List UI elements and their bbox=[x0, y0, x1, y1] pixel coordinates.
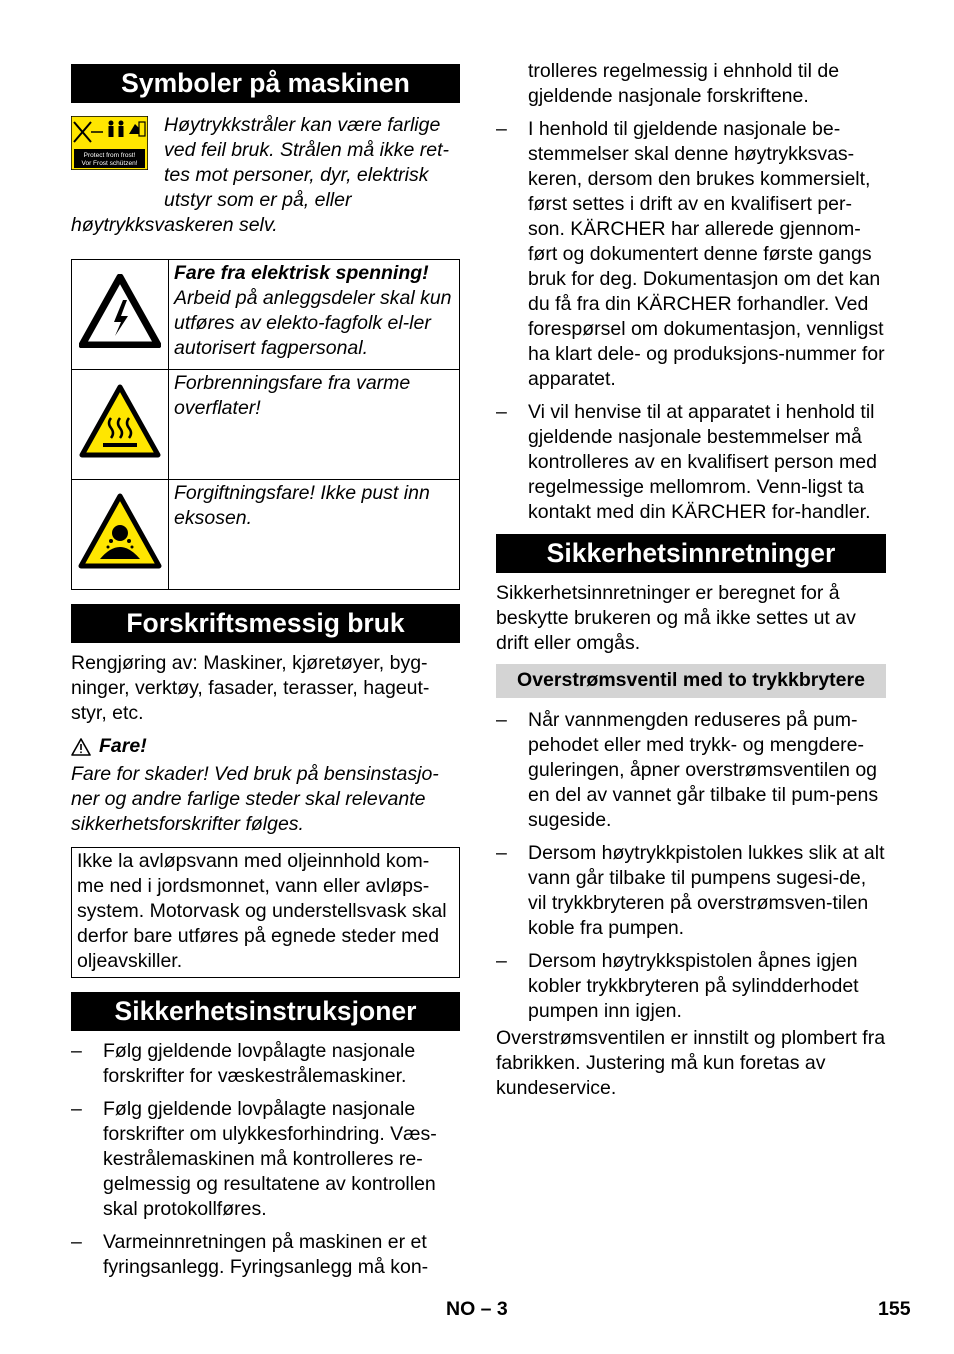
electric-hazard-icon bbox=[79, 274, 161, 348]
requirements-list bbox=[496, 117, 886, 525]
hazard-table bbox=[71, 259, 460, 590]
hot-surface-icon bbox=[79, 384, 161, 458]
section-marker: NO – 3 bbox=[446, 1298, 508, 1320]
list-item: – Varmeinnretningen på maskinen er et fyringsanlegg. Fyringsanlegg må kon- bbox=[71, 1230, 460, 1280]
list-item: – I henhold til gjeldende nasjonale be-stemmelser skal denne høytrykksvas-keren, dersom den brukes kommersielt, først settes i drift av en kvalifisert per-son. KÄRCHER har allerede gjennom-ført og dokumentert denne første gangs bruk for deg. Dokumentasjon om det kan du få fra din KÄRCHER forhandler. Ved forespørsel om dokumentasjon, vennligst ha klart dele- og produksjons-nummer for apparatet. bbox=[496, 117, 886, 392]
valve-list bbox=[496, 708, 886, 1024]
page-number: 155 bbox=[878, 1298, 911, 1320]
list-item: – Når vannmengden reduseres på pum-pehodet eller med trykk- og mengdere-guleringen, åpner overstrømsventilen og en del av vannet går tilbake til pum-pens sugeside. bbox=[496, 708, 886, 833]
left-column bbox=[71, 64, 460, 1280]
use-heading: Forskriftsmessig bruk bbox=[71, 604, 460, 643]
hazard-text: Arbeid på anleggsdeler skal kun utføres av elekto-fagfolk el-ler autorisert fagpersonal. bbox=[174, 287, 452, 359]
environment-note: Ikke la avløpsvann med oljeinnhold kom-me ned i jordsmonnet, vann eller avløps-system. Motorvask og understellsvask skal derfor bare utføres på egnede steder med oljeavskiller. bbox=[71, 847, 460, 978]
danger-label-row bbox=[71, 734, 460, 759]
symbols-heading: Symboler på maskinen bbox=[71, 64, 460, 103]
hazard-row bbox=[72, 260, 460, 370]
valve-heading: Overstrømsventil med to trykkbrytere bbox=[496, 664, 886, 698]
danger-text: Fare for skader! Ved bruk på bensinstasjo-ner og andre farlige steder skal relevante sikkerhetsforskrifter følges. bbox=[71, 763, 439, 835]
hazard-row bbox=[72, 370, 460, 480]
use-text: Rengjøring av: Maskiner, kjøretøyer, byg-ninger, verktøy, fasader, terasser, hageut-styr, etc. bbox=[71, 652, 430, 724]
hazard-text: Forgiftningsfare! Ikke pust inn eksosen. bbox=[174, 482, 430, 529]
hazard-title: Fare fra elektrisk spenning! bbox=[174, 262, 429, 284]
safety-text: Sikkerhetsinnretninger er beregnet for å beskytte brukeren og må ikke settes ut av drift eller omgås. bbox=[496, 582, 856, 654]
symbols-text: Høytrykkstråler kan være farlige ved feil bruk. Strålen må ikke ret-tes mot personer, dyr, elektrisk utstyr som er på, eller høytrykksvaskeren selv. bbox=[71, 114, 450, 236]
list-item: – Dersom høytrykkpistolen lukkes slik at alt vann går tilbake til pumpens sugesi-de, vil trykkbryteren på overstrømsven-tilen koble fra pumpen. bbox=[496, 841, 886, 941]
safety-heading: Sikkerhetsinnretninger bbox=[496, 534, 886, 573]
list-item: – Dersom høytrykkspistolen åpnes igjen kobler trykkbryteren på sylindderhodet pumpen inn igjen. bbox=[496, 949, 886, 1024]
list-item: – Følg gjeldende lovpålagte nasjonale forskrifter om ulykkesforhindring. Væs-kestrålemaskinen må kontrolleres re-gelmessig og resultatene av kontrollen skal protokollføres. bbox=[71, 1097, 460, 1222]
warning-sticker-icon bbox=[71, 116, 148, 177]
hazard-text: Forbrenningsfare fra varme overflater! bbox=[174, 372, 411, 419]
toxic-fumes-icon bbox=[78, 493, 162, 569]
instructions-list bbox=[71, 1039, 460, 1280]
closing-text: Overstrømsventilen er innstilt og plombert fra fabrikken. Justering må kun foretas av kundeservice. bbox=[496, 1027, 886, 1099]
sticker-label-2: Vor Frost schützen! bbox=[81, 160, 138, 167]
instructions-heading: Sikkerhetsinstruksjoner bbox=[71, 992, 460, 1031]
right-column bbox=[496, 59, 886, 1101]
list-item: – Følg gjeldende lovpålagte nasjonale forskrifter for væskestrålemaskiner. bbox=[71, 1039, 460, 1089]
continued-text: trolleres regelmessig i ehnhold til de gjeldende nasjonale forskriftene. bbox=[528, 60, 840, 107]
sticker-label-1: Protect from frost! bbox=[83, 152, 136, 159]
warning-triangle-icon bbox=[71, 738, 91, 756]
hazard-row bbox=[72, 480, 460, 590]
danger-label: Fare! bbox=[99, 735, 147, 757]
list-item: – Vi vil henvise til at apparatet i henhold til gjeldende nasjonale bestemmelser må kontrolleres av en kvalifisert person med regelmessige mellomrom. Venn-ligst ta kontakt med din KÄRCHER for-handler. bbox=[496, 400, 886, 525]
